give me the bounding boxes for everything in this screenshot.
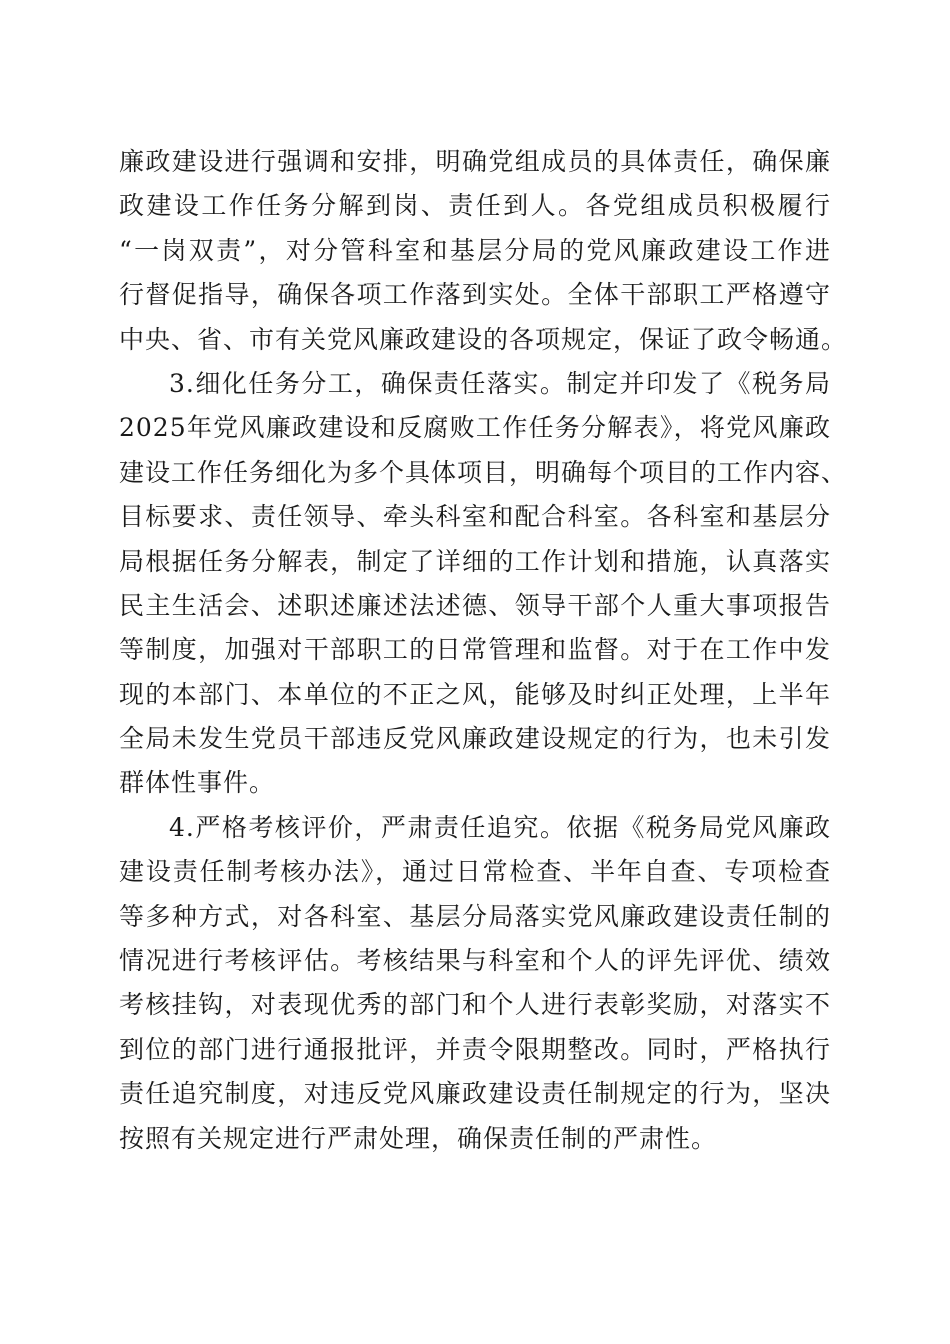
text-line: 局根据任务分解表，制定了详细的工作计划和措施，认真落实 [119,546,831,576]
text-line: 建设工作任务细化为多个具体项目，明确每个项目的工作内容、 [119,457,848,487]
body-text [119,140,848,1161]
section-3-heading-line: 3.细化任务分工，确保责任落实。制定并印发了《税务局 [169,368,831,398]
text-line: 等制度，加强对干部职工的日常管理和监督。对于在工作中发 [119,635,831,665]
section-4-heading-line: 4.严格考核评价，严肃责任追究。依据《税务局党风廉政 [169,812,831,842]
text-line: 责任追究制度，对违反党风廉政建设责任制规定的行为，坚决 [119,1079,831,1109]
text-line: 行督促指导，确保各项工作落到实处。全体干部职工严格遵守 [119,280,831,310]
text-line: 到位的部门进行通报批评，并责令限期整改。同时，严格执行 [119,1034,831,1064]
text-line: 建设责任制考核办法》，通过日常检查、半年自查、专项检查 [119,857,831,887]
text-line: 民主生活会、述职述廉述法述德、领导干部个人重大事项报告 [119,590,831,620]
text-line: 全局未发生党员干部违反党风廉政建设规定的行为，也未引发 [119,724,831,754]
text-line: 廉政建设进行强调和安排，明确党组成员的具体责任，确保廉 [119,147,831,176]
text-line: 中央、省、市有关党风廉政建设的各项规定，保证了政令畅通。 [119,324,848,354]
text-line: 按照有关规定进行严肃处理，确保责任制的严肃性。 [119,1123,718,1153]
text-line: 现的本部门、本单位的不正之风，能够及时纠正处理，上半年 [119,679,831,709]
text-line: 等多种方式，对各科室、基层分局落实党风廉政建设责任制的 [119,901,831,931]
text-line: 群体性事件。 [119,768,276,798]
text-line: 目标要求、责任领导、牵头科室和配合科室。各科室和基层分 [119,502,831,532]
text-line: 情况进行考核评估。考核结果与科室和个人的评先评优、绩效 [119,946,831,976]
text-line: 政建设工作任务分解到岗、责任到人。各党组成员积极履行 [119,191,831,221]
text-line: “一岗双责”，对分管科室和基层分局的党风廉政建设工作进 [119,235,831,265]
text-line: 考核挂钩，对表现优秀的部门和个人进行表彰奖励，对落实不 [119,990,831,1020]
text-line: 2025年党风廉政建设和反腐败工作任务分解表》，将党风廉政 [119,413,831,443]
